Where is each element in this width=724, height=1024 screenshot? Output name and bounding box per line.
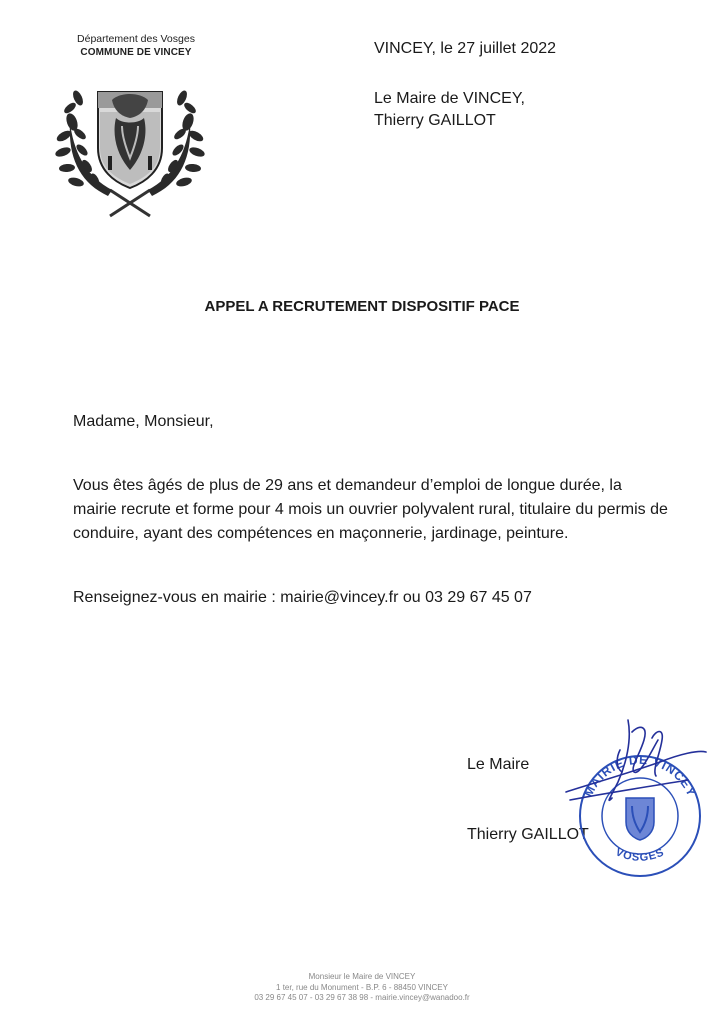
footer-line2: 1 ter, rue du Monument - B.P. 6 - 88450 VINCEY (276, 982, 448, 992)
mairie-stamp-icon (560, 710, 710, 880)
department-label: Département des Vosges (77, 33, 195, 45)
contact-line: Renseignez-vous en mairie : mairie@vincey.fr ou 03 29 67 45 07 (73, 589, 532, 606)
body-paragraph: Vous êtes âgés de plus de 29 ans et demandeur d’emploi de longue durée, la mairie recrute et forme pour 4 mois un ouvrier polyvalent rural, titulaire du permis de conduire, ayant des compétences en maçonnerie, jardinage, peinture. (73, 477, 668, 542)
date-line: VINCEY, le 27 juillet 2022 (374, 40, 557, 57)
footer (0, 972, 724, 1004)
stamp-text-bottom: VOSGES (613, 846, 667, 864)
footer-line3: 03 29 67 45 07 - 03 29 67 38 98 - mairie.vincey@wanadoo.fr (254, 993, 470, 1002)
commune-label: COMMUNE DE VINCEY (80, 47, 192, 58)
stamp-text-top: MAIRIE DE VINCEY (581, 752, 699, 800)
letter-subject: APPEL A RECRUTEMENT DISPOSITIF PACE (204, 298, 520, 315)
footer-line1: Monsieur le Maire de VINCEY (308, 972, 416, 981)
svg-text:VOSGES (613, 846, 666, 864)
salutation: Madame, Monsieur, (73, 413, 214, 430)
mayor-title-line2: Thierry GAILLOT (374, 112, 496, 129)
signature-name: Thierry GAILLOT (467, 826, 589, 843)
signature-role: Le Maire (467, 756, 530, 773)
mayor-title-line1: Le Maire de VINCEY, (374, 90, 525, 107)
mayor-title (374, 88, 525, 132)
svg-text:MAIRIE DE VINCEY (581, 753, 699, 799)
coat-of-arms-icon (50, 78, 210, 220)
